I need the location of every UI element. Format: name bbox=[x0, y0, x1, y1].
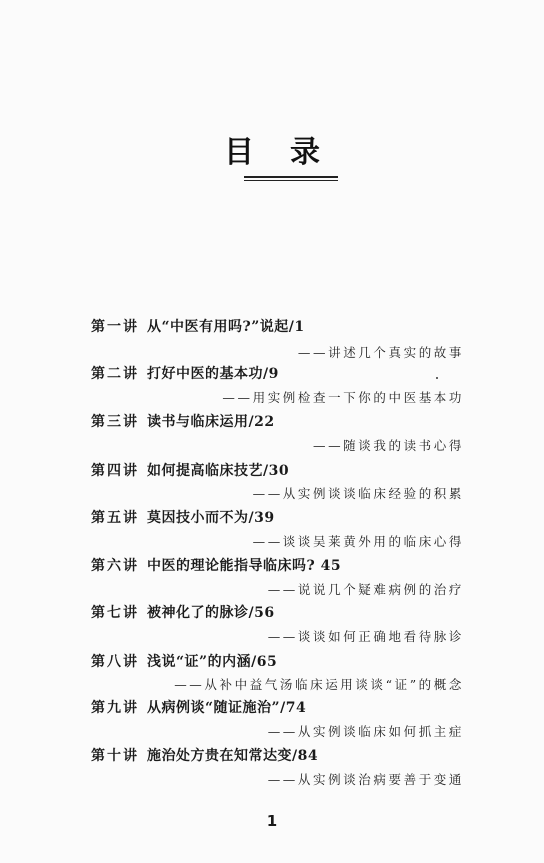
page-number: 1 bbox=[266, 812, 278, 830]
toc-subtitle-8 bbox=[174, 674, 464, 694]
heading-underline bbox=[244, 176, 338, 181]
toc-entry-8 bbox=[0, 651, 544, 673]
lecture-title: 从“中医有用吗?”说起/1 bbox=[147, 319, 305, 335]
toc-entry-10 bbox=[0, 745, 544, 767]
lecture-subtitle: ——从补中益气汤临床运用谈谈“证”的概念 bbox=[174, 677, 464, 692]
lecture-subtitle: ——从实例谈治病要善于变通 bbox=[267, 772, 464, 787]
lecture-number: 第三讲 bbox=[91, 414, 139, 430]
toc-entry-9 bbox=[0, 697, 544, 719]
lecture-subtitle: ——讲述几个真实的故事 bbox=[297, 345, 464, 360]
lecture-number: 第八讲 bbox=[91, 654, 139, 670]
lecture-title: 中医的理论能指导临床吗? 45 bbox=[147, 558, 342, 574]
scan-speck bbox=[436, 377, 438, 379]
toc-entry-4 bbox=[0, 460, 544, 482]
lecture-subtitle: ——从实例谈谈临床经验的积累 bbox=[252, 486, 464, 501]
lecture-title: 从病例谈“随证施治”/74 bbox=[147, 700, 307, 716]
lecture-title: 施治处方贵在知常达变/84 bbox=[147, 748, 319, 764]
lecture-subtitle: ——随谈我的读书心得 bbox=[312, 438, 464, 453]
toc-entry-7 bbox=[0, 602, 544, 624]
lecture-number: 第十讲 bbox=[91, 748, 139, 764]
lecture-subtitle: ——说说几个疑难病例的治疗 bbox=[267, 582, 464, 597]
lecture-subtitle: ——用实例检查一下你的中医基本功 bbox=[222, 390, 464, 405]
toc-entry-6 bbox=[0, 555, 544, 577]
toc-entry-2 bbox=[0, 363, 544, 385]
lecture-title: 被神化了的脉诊/56 bbox=[147, 605, 275, 621]
toc-subtitle-5 bbox=[253, 531, 464, 551]
toc-entry-1 bbox=[0, 316, 544, 338]
toc-entry-3 bbox=[0, 411, 544, 433]
lecture-subtitle: ——谈谈如何正确地看待脉诊 bbox=[267, 629, 464, 644]
lecture-subtitle: ——从实例谈临床如何抓主症 bbox=[267, 724, 464, 739]
toc-subtitle-6 bbox=[268, 579, 464, 599]
lecture-title: 读书与临床运用/22 bbox=[147, 414, 275, 430]
toc-subtitle-3 bbox=[313, 435, 464, 455]
lecture-title: 打好中医的基本功/9 bbox=[147, 366, 279, 382]
lecture-number: 第九讲 bbox=[91, 700, 139, 716]
toc-subtitle-1 bbox=[298, 342, 464, 362]
toc-entry-5 bbox=[0, 507, 544, 529]
lecture-number: 第一讲 bbox=[91, 319, 139, 335]
lecture-title: 浅说“证”的内涵/65 bbox=[147, 654, 278, 670]
toc-subtitle-10 bbox=[268, 769, 464, 789]
lecture-number: 第二讲 bbox=[91, 366, 139, 382]
toc-subtitle-9 bbox=[268, 721, 464, 741]
lecture-subtitle: ——谈谈吴莱黄外用的临床心得 bbox=[252, 534, 464, 549]
toc-subtitle-4 bbox=[253, 483, 464, 503]
lecture-number: 第七讲 bbox=[91, 605, 139, 621]
toc-subtitle-2 bbox=[222, 387, 464, 407]
lecture-number: 第六讲 bbox=[91, 558, 139, 574]
toc-subtitle-7 bbox=[268, 626, 464, 646]
lecture-number: 第四讲 bbox=[91, 463, 139, 479]
lecture-title: 莫因技小而不为/39 bbox=[147, 510, 275, 526]
toc-heading-wrap bbox=[0, 136, 544, 170]
lecture-number: 第五讲 bbox=[91, 510, 139, 526]
lecture-title: 如何提高临床技艺/30 bbox=[147, 463, 290, 479]
toc-heading: 目录 bbox=[224, 135, 356, 170]
